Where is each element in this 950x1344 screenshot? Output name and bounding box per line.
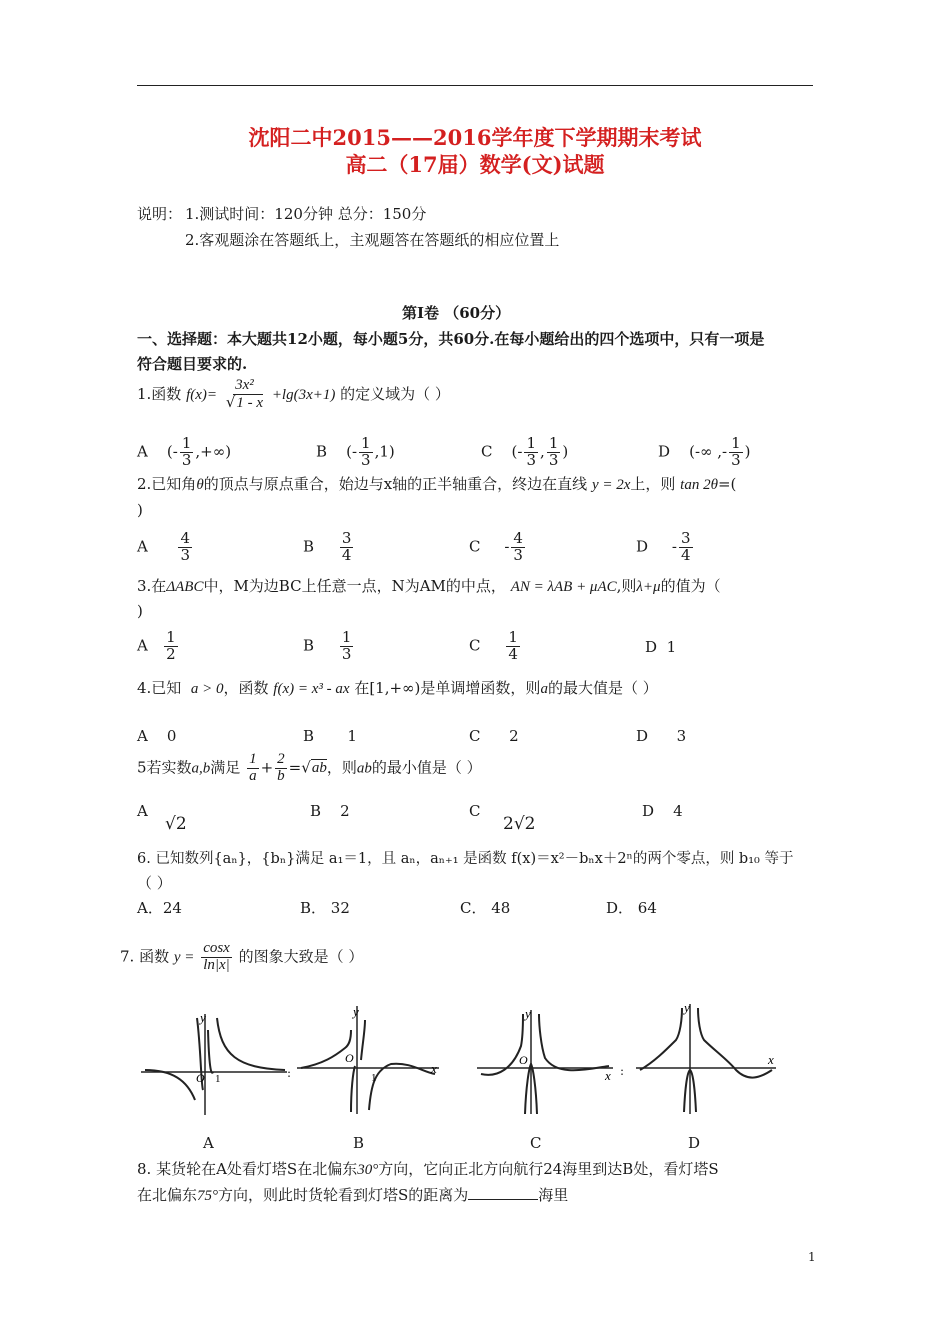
- section-heading: 第Ⅰ卷 （60分）: [402, 304, 511, 322]
- graph-a-one: 1: [215, 1073, 221, 1085]
- top-rule: [137, 85, 813, 86]
- answer-blank[interactable]: [468, 1199, 538, 1200]
- exam-title: 沈阳二中2015——2016学年度下学期期末考试: [248, 125, 702, 150]
- q5-option-c-letter[interactable]: C: [469, 802, 481, 820]
- q1-option-c[interactable]: C (- $\frac{1}{3}$ , $\frac{1}{3}$ ): [481, 434, 569, 469]
- question-5: 5若实数a,b满足 $\frac{1}{a}$ + $\frac{2}{b}$ =√ab，则ab的最小值是（ ）: [137, 751, 482, 784]
- q1-function: f(x)=: [186, 386, 218, 403]
- q5-option-b[interactable]: B 2: [310, 802, 350, 820]
- notes-label: 说明：: [137, 205, 183, 223]
- question-6: 6. 已知数列{aₙ}，{bₙ}满足 a₁＝1，且 aₙ，aₙ₊₁ 是函数 f(x)＝x²－bₙx＋2ⁿ的两个零点，则 b₁₀ 等于: [137, 851, 794, 867]
- q5-option-a-value: √2: [165, 814, 187, 834]
- graph-c-y-label: y: [525, 1006, 531, 1021]
- q1-option-b[interactable]: B (- $\frac{1}{3}$ ,1): [316, 434, 395, 469]
- graph-b-x-label: x: [431, 1061, 437, 1076]
- q4-option-c[interactable]: C 2: [469, 727, 519, 745]
- q4-option-b[interactable]: B 1: [303, 727, 357, 745]
- q5-option-a-letter[interactable]: A: [137, 802, 148, 820]
- graph-c-label[interactable]: C: [530, 1134, 542, 1152]
- section-intro-1: 一、选择题：本大题共12小题，每小题5分，共60分.在每小题给出的四个选项中，只有一项是: [137, 330, 765, 348]
- q2-line2: ): [137, 501, 143, 519]
- q3-line2: ): [137, 602, 143, 620]
- q1-fraction: $\frac{\text{3x²}}{√1 - x}$: [225, 377, 264, 411]
- q4-option-d[interactable]: D 3: [636, 727, 687, 745]
- graph-sep-1: :: [287, 1066, 292, 1080]
- q4-option-a[interactable]: A 0: [137, 727, 177, 745]
- question-4: 4.已知 a > 0，函数 f(x) = x³ - ax 在[1,+∞)是单调增函数，则a的最大值是（ ）: [137, 679, 658, 697]
- question-2: 2.已知角θ的顶点与原点重合，始边与x轴的正半轴重合，终边在直线 y = 2x上，则 tan 2θ=(: [137, 475, 737, 493]
- graph-a-y-label: y: [200, 1010, 206, 1025]
- graph-b-label[interactable]: B: [353, 1134, 365, 1152]
- exam-subtitle: 高二（17届）数学(文)试题: [345, 152, 605, 177]
- notes-line2: 2.客观题涂在答题纸上，主观题答在答题纸的相应位置上: [185, 231, 560, 249]
- q3-option-c[interactable]: C $\frac{1}{4}$: [469, 628, 518, 663]
- q1-prefix: 1.函数: [137, 384, 182, 403]
- graph-b-origin: O: [345, 1051, 354, 1065]
- q3-option-d[interactable]: D 1: [645, 638, 677, 656]
- question-8-line1: 8. 某货轮在A处看灯塔S在北偏东30°方向，它向正北方向航行24海里到达B处，看灯塔S: [137, 1160, 719, 1178]
- q2-option-d[interactable]: D - $\frac{3}{4}$: [636, 529, 691, 564]
- q7-fraction: $\frac{\cos x}{\ln|x|}$: [203, 940, 230, 973]
- graph-c-origin: O: [519, 1053, 528, 1067]
- q5-option-d[interactable]: D 4: [642, 802, 683, 820]
- q6-line2: （ ）: [137, 874, 172, 892]
- q5-option-c-value: 2√2: [503, 814, 536, 834]
- question-8-line2: 在北偏东75°方向，则此时货轮看到灯塔S的距离为 海里: [137, 1186, 569, 1204]
- graph-d: [632, 1000, 782, 1118]
- graph-sep-2: :: [620, 1064, 625, 1078]
- graph-b-y-label: y: [353, 1004, 359, 1019]
- graph-c: [473, 1006, 623, 1118]
- question-3: 3.在ΔABC中，M为边BC上任意一点，N为AM的中点， AN = λAB + μAC,则λ+μ的值为（: [137, 577, 721, 595]
- q2-option-a[interactable]: A $\frac{4}{3}$: [137, 529, 190, 564]
- graph-b: [293, 1000, 443, 1118]
- notes-line1: 1.测试时间：120分钟 总分：150分: [185, 205, 427, 223]
- q6-option-a[interactable]: A．24: [137, 899, 182, 917]
- graph-d-label[interactable]: D: [688, 1134, 701, 1152]
- q3-vector-equation: AN = λAB + μAC: [510, 579, 617, 595]
- graph-a-label[interactable]: A: [203, 1134, 214, 1152]
- q1-option-a[interactable]: A (- $\frac{1}{3}$ ,+∞): [137, 434, 232, 469]
- graph-d-x-label: x: [768, 1052, 774, 1067]
- q6-option-d[interactable]: D． 64: [606, 899, 657, 917]
- q1-log-term: +lg(3x+1): [271, 386, 336, 403]
- q2-option-b[interactable]: B $\frac{3}{4}$: [303, 529, 352, 564]
- q3-option-a[interactable]: A $\frac{1}{2}$: [137, 628, 176, 663]
- graph-a: [137, 1010, 293, 1118]
- page-number: 1: [808, 1250, 816, 1264]
- q6-option-c[interactable]: C． 48: [460, 899, 511, 917]
- question-7: 7. 函数 y = $\frac{\cos x}{\ln|x|}$ 的图象大致是（ ）: [120, 940, 364, 973]
- graph-d-y-label: y: [684, 1000, 690, 1015]
- graph-c-x-label: x: [605, 1068, 611, 1083]
- q1-suffix: 的定义域为（ ）: [340, 384, 450, 403]
- graph-b-one: 1: [371, 1072, 377, 1084]
- q1-option-d[interactable]: D (-∞ ,- $\frac{1}{3}$ ): [658, 434, 751, 469]
- graph-a-origin: O: [196, 1071, 205, 1085]
- q3-option-b[interactable]: B $\frac{1}{3}$: [303, 628, 352, 663]
- q6-option-b[interactable]: B． 32: [300, 899, 350, 917]
- section-intro-2: 符合题目要求的.: [137, 355, 248, 373]
- q2-option-c[interactable]: C - $\frac{4}{3}$: [469, 529, 523, 564]
- question-1: [137, 378, 450, 412]
